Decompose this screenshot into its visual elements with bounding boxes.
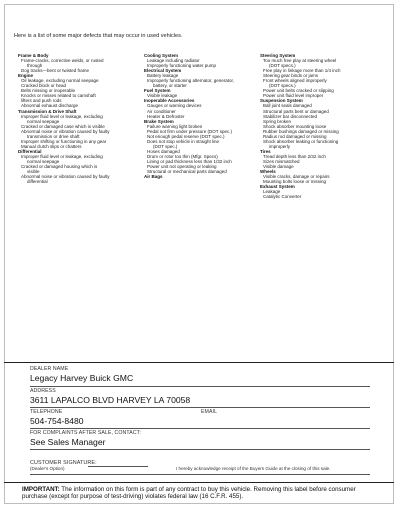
defect-item: Belts missing or inoperable — [21, 88, 76, 94]
defect-section-title: Fuel System — [144, 88, 171, 94]
defect-section-title: Exhaust System — [260, 184, 295, 190]
dealer-name-line — [30, 386, 370, 387]
defect-item: Ball joint seals damaged — [263, 103, 312, 109]
section-divider — [4, 362, 394, 363]
defects-column-3 — [260, 53, 386, 199]
defect-item: Failure warning light broken — [147, 123, 203, 129]
defect-item: Stabilizer bar disconnected — [263, 113, 318, 119]
defect-item: normal seepage — [27, 118, 60, 124]
important-divider — [4, 482, 394, 483]
signature-line — [88, 466, 148, 467]
defect-item: improperly — [269, 143, 291, 149]
defect-item: Mounting bolts loose or missing — [263, 179, 327, 185]
defect-item: Oil leakage, excluding normal seepage — [21, 78, 99, 84]
intro-text: Here is a list of some major defects that may occur in used vehicles. — [14, 33, 183, 39]
defect-item: differential — [27, 179, 48, 185]
defect-item: Power unit not operating or leaking — [147, 164, 217, 170]
important-text: The information on this form is part of any contract to buy this vehicle. Removing this label before consumer purchase (except for purpose of test-driving) violates federal law (16 C.F.R. 455). — [22, 486, 356, 501]
defect-item: Abnormal noise or vibration caused by faulty — [21, 174, 110, 180]
defect-item: Improper fluid level or leakage, excluding — [21, 153, 103, 159]
defect-item: Visible leakage — [147, 93, 178, 99]
defect-item: Heater & Defroster — [147, 113, 185, 119]
defect-section-title: Engine — [18, 73, 34, 79]
defect-item: lifters and push rods — [21, 98, 62, 104]
defect-section-title: Differential — [18, 148, 42, 154]
address-line — [30, 407, 370, 408]
defect-item: Abnormal noise or vibration caused by faulty — [21, 128, 110, 134]
defect-item: Visible cracks, damage or repairs — [263, 174, 330, 180]
defect-item: Leakage — [263, 189, 281, 195]
defect-item: transmission or drive shaft — [27, 133, 80, 139]
signature-bottom-line — [30, 474, 370, 475]
defect-item: Steering gear binds or jams — [263, 73, 319, 79]
defect-item: Cracked block or head — [21, 83, 67, 89]
defect-item: Radius rod damaged or missing — [263, 133, 327, 139]
telephone-line — [30, 428, 370, 429]
defect-item: Power unit fluid level improper — [263, 93, 324, 99]
defect-item: Leakage including radiator — [147, 58, 200, 64]
defect-item: Hoses damaged — [147, 148, 180, 154]
defect-item: Drum or rotor too thin (Mfgr. Specs) — [147, 153, 218, 159]
defect-item: Rubber bushings damaged or missing — [263, 128, 339, 134]
defect-section-title: Suspension System — [260, 98, 303, 104]
dealer-name-value: Legacy Harvey Buick GMC — [30, 373, 134, 383]
defect-section-title: Electrical System — [144, 68, 182, 74]
dealer-option-note: (Dealer's Option) — [30, 466, 65, 471]
defect-item: Gauges or warning devices — [147, 103, 202, 109]
defect-section-title: Transmission & Drive Shaft — [18, 108, 77, 114]
defect-item: Free play in linkage more than 1/4 inch — [263, 68, 341, 74]
defect-item: Knocks or misses related to camshaft — [21, 93, 96, 99]
important-notice — [22, 486, 382, 501]
defect-item: Improperly functioning alternator, generator, — [147, 78, 235, 84]
defect-item: normal seepage — [27, 158, 60, 164]
important-lead: IMPORTANT: — [22, 486, 60, 493]
defect-section-title: Cooling System — [144, 53, 179, 58]
defect-item: Improper shifting or functioning in any gear — [21, 138, 107, 144]
defect-item: Lining or pad thickness less than 1/32 inch — [147, 158, 232, 164]
defect-section-title: Inoperable Accessories — [144, 98, 195, 104]
defect-section-title: Tires — [260, 148, 271, 154]
defect-section-title: Frame & Body — [18, 53, 49, 58]
defect-item: Does not stop vehicle in straight line — [147, 138, 220, 144]
telephone-value: 504-754-8480 — [30, 416, 84, 426]
address-value: 3611 LAPALCO BLVD HARVEY LA 70058 — [30, 395, 191, 405]
defect-item: Frame-cracks, corrective welds, or rusted — [21, 58, 104, 64]
defect-item: Pedal not firm under pressure (DOT spec.) — [147, 128, 232, 134]
complaints-label: FOR COMPLAINTS AFTER SALE, CONTACT: — [30, 430, 141, 436]
defect-item: Tread depth less than 2/32 inch — [263, 153, 326, 159]
telephone-label: TELEPHONE — [30, 409, 63, 415]
defects-list — [18, 53, 388, 303]
defect-item: Improper fluid level or leakage, excluding — [21, 113, 103, 119]
defect-section-title: Steering System — [260, 53, 296, 58]
defect-item: Manual clutch slips or chatters — [21, 143, 82, 149]
defect-item: Battery leakage — [147, 73, 179, 79]
defect-item: visible — [27, 169, 40, 175]
complaints-contact-value: See Sales Manager — [30, 437, 106, 447]
defect-item: Shock absorber mounting loose — [263, 123, 327, 129]
customer-signature-label: CUSTOMER SIGNATURE: — [30, 460, 97, 466]
defect-item: Power unit belts cracked or slipping — [263, 88, 334, 94]
defects-column-2 — [144, 53, 258, 179]
email-label: EMAIL — [201, 409, 218, 415]
acknowledgement-text: I hereby acknowledge receipt of the Buyers Guide at the closing of this sale. — [176, 466, 331, 471]
defect-item: through — [27, 63, 43, 69]
defect-item: (DOT specs.) — [269, 63, 296, 69]
complaints-line — [30, 449, 370, 450]
defect-section-title: Air Bags — [144, 174, 163, 180]
defect-item: Shock absorber leaking or functioning — [263, 138, 339, 144]
defect-item: Not enough pedal reserve (DOT spec.) — [147, 133, 225, 139]
defect-item: (DOT spec.) — [153, 143, 178, 149]
defect-item: Visible damage — [263, 164, 294, 170]
defect-item: Dog tracks—bent or twisted frame — [21, 68, 90, 74]
defect-item: Improperly functioning water pump — [147, 63, 217, 69]
defect-item: Air conditioner — [147, 108, 176, 114]
defect-item: Cracked or damaged case which is visible — [21, 123, 105, 129]
defects-column-1 — [18, 53, 136, 184]
defect-item: Sizes mismatched — [263, 158, 300, 164]
defect-item: battery, or starter — [153, 83, 187, 89]
dealer-name-label: DEALER NAME — [30, 366, 69, 372]
defect-item: Structural or mechanical parts damaged — [147, 169, 227, 175]
address-label: ADDRESS — [30, 388, 56, 394]
defect-section-title: Wheels — [260, 169, 276, 175]
defect-item: (DOT specs.) — [269, 83, 296, 89]
defect-item: Front wheels aligned improperly — [263, 78, 327, 84]
defect-item: Structural parts bent or damaged — [263, 108, 329, 114]
defect-item: Spring broken — [263, 118, 292, 124]
defect-item: Catalytic Converter — [263, 194, 302, 200]
defect-item: Abnormal exhaust discharge — [21, 103, 79, 109]
defect-item: Cracked or damaged housing which is — [21, 164, 98, 170]
defect-item: Too much free play at steering wheel — [263, 58, 337, 64]
defect-section-title: Brake System — [144, 118, 174, 124]
